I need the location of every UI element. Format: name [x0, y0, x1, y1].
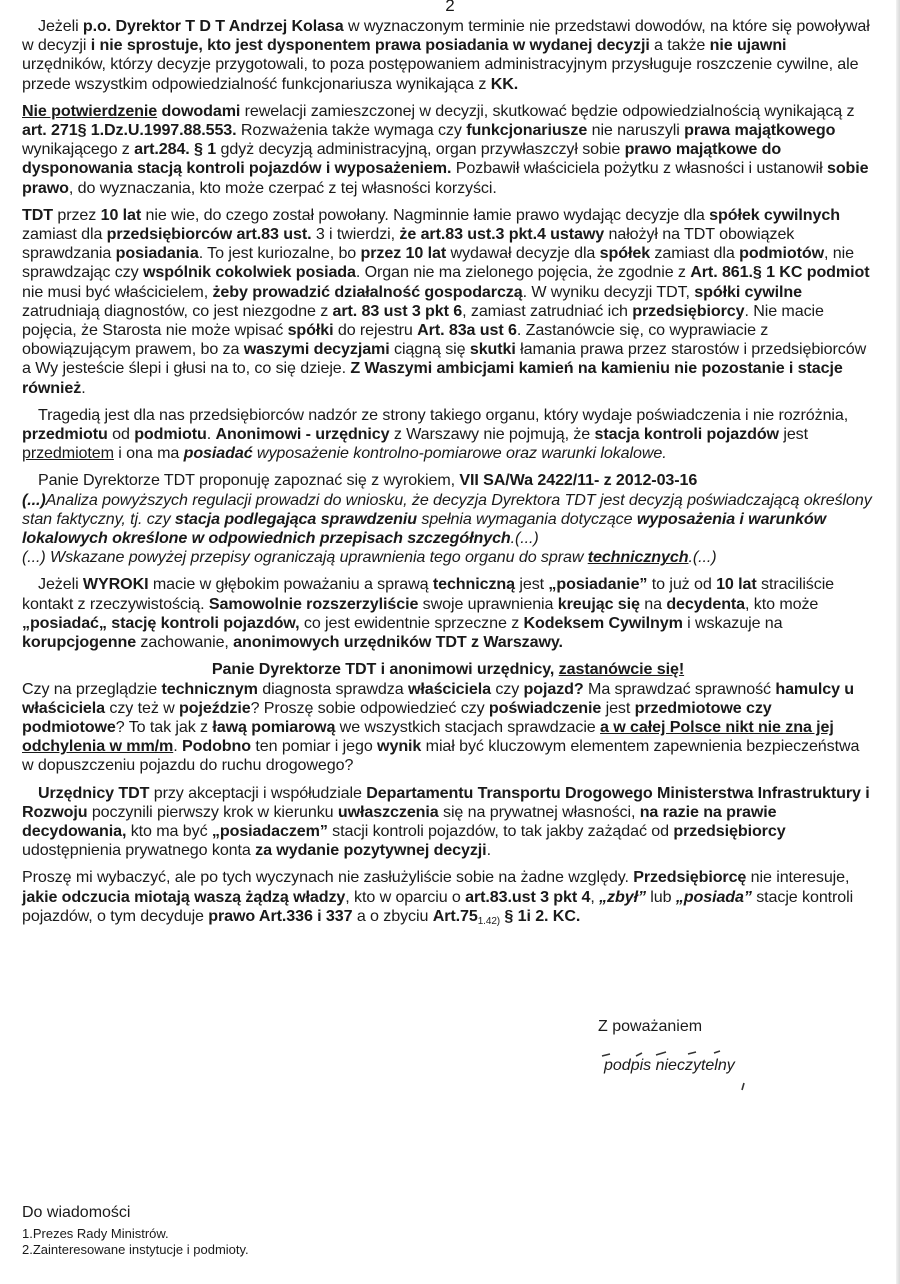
closing-salutation: Z poważaniem — [598, 1018, 703, 1035]
text-run: p.o. Dyrektor T D T Andrzej Kolasa — [82, 17, 344, 35]
text-run: 10 lat — [100, 205, 142, 224]
text-run: spółek — [599, 244, 651, 263]
paragraph — [22, 784, 874, 861]
text-run: § 1i 2. KC. — [500, 906, 581, 925]
text-run: i nie sprostuje, kto jest dysponentem prawa posiadania w wydanej decyzji — [90, 36, 650, 55]
text-run: waszymi decyzjami — [243, 340, 390, 359]
text-run: hamulcy u właściciela — [22, 679, 855, 717]
text-run: . Nie macie pojęcia, że Starosta nie może wpisać — [22, 301, 824, 340]
text-run: i wskazuje na — [682, 613, 783, 632]
text-run: przedmiotu — [22, 425, 108, 444]
letter-body — [22, 17, 874, 939]
distribution-title: Do wiadomości — [22, 1204, 131, 1221]
text-run: Samowolnie rozszerzyliście — [208, 594, 419, 613]
text-run: czy też w — [105, 698, 180, 717]
text-run: diagnosta sprawdza — [257, 679, 408, 698]
text-run: „zbył” — [599, 887, 646, 906]
text-run: , zamiast zatrudniać ich — [462, 301, 633, 320]
text-run: uwłaszczenia — [337, 802, 439, 821]
text-run: , nie sprawdzając czy — [22, 244, 854, 282]
text-run: (...) Wskazane powyżej przepisy ograniczają uprawnienia tego organu do spraw — [22, 548, 588, 567]
text-run: ? Proszę sobie odpowiedzieć czy — [250, 698, 489, 717]
text-run: Proszę mi wybaczyć, ale po tych wyczynach nie zasłużyliście sobie na żadne względy. — [22, 868, 634, 887]
text-run: . — [81, 378, 86, 397]
paragraph — [22, 17, 874, 94]
text-run: za wydanie pozytywnej decyzji — [255, 841, 487, 860]
text-run: wyposażenie kontrolno-pomiarowe oraz warunki lokalowe. — [252, 444, 667, 463]
text-run: stacja podlegająca sprawdzeniu — [174, 509, 417, 528]
text-run: spółki cywilne — [694, 282, 803, 301]
text-run: jest — [778, 425, 809, 444]
text-run: pojeździe — [179, 698, 251, 717]
text-run: „posiadanie” — [548, 575, 648, 594]
text-run: . Zastanówcie się, co wyprawiacie z obowiązującym prawem, bo za — [22, 321, 769, 359]
text-run: przy akceptacji i współudziale — [149, 783, 367, 802]
text-run: .(...) — [688, 548, 717, 567]
text-run: pojazd? — [523, 679, 584, 698]
text-run: na — [639, 594, 667, 613]
text-run: wydawał decyzje dla — [446, 244, 600, 263]
text-run: WYROKI — [82, 575, 149, 594]
text-run: sobie prawo — [22, 159, 869, 197]
text-run: przedsiębiorców art.83 ust. — [106, 225, 312, 244]
text-run: technicznych — [587, 548, 689, 567]
text-run: ? To tak jak z — [115, 717, 213, 736]
text-run: Anonimowi - urzędnicy — [215, 425, 390, 444]
paragraph — [22, 868, 874, 931]
text-run: do rejestru — [333, 321, 418, 340]
text-run: spełnia wymagania dotyczące — [417, 509, 637, 528]
text-run: spółki — [287, 321, 334, 340]
text-run: . To jest kuriozalne, bo — [198, 244, 361, 263]
text-run: nie wie, do czego został powołany. Nagminnie łamie prawo wydając decyzje dla — [141, 205, 710, 224]
text-run: dowodami — [161, 101, 241, 120]
text-run: Kodeksem Cywilnym — [523, 613, 683, 632]
text-run: Podobno — [181, 737, 252, 756]
text-run: prawa majątkowego — [684, 121, 836, 140]
text-run: z Warszawy nie pojmują, że — [389, 425, 595, 444]
text-run: Panie Dyrektorze TDT i anonimowi urzędnicy, — [211, 660, 559, 679]
text-run: techniczną — [432, 575, 516, 594]
text-run: rewelacji zamieszczonej w decyzji, skutkować będzie odpowiedzialnością wynikającą z — [240, 101, 855, 120]
text-run: art.83.ust 3 pkt 4 — [465, 887, 591, 906]
text-run: podmiotów — [739, 244, 825, 263]
distribution-item: 1.Prezes Rady Ministrów. — [22, 1226, 169, 1241]
text-run: . — [173, 737, 182, 756]
text-run: się na prywatnej własności, — [438, 802, 640, 821]
text-run: .(...) — [510, 529, 539, 548]
paragraph — [22, 471, 874, 567]
paragraph — [22, 102, 874, 198]
text-run: że art.83 ust.3 pkt.4 ustawy — [399, 225, 605, 244]
text-run: Tragedią jest dla nas przedsiębiorców nadzór ze strony takiego organu, który wydaje poświadczenia i nie rozróżnia, — [38, 405, 849, 424]
text-run: przedsiębiorcy — [673, 821, 786, 840]
text-run: kreując się — [557, 594, 640, 613]
text-run: nie naruszyli — [587, 121, 685, 140]
text-run: technicznym — [161, 679, 258, 698]
text-run: żeby prowadzić działalność gospodarczą — [212, 282, 523, 301]
text-run: lub — [645, 887, 676, 906]
text-run: zamiast dla — [650, 244, 740, 263]
text-run: miał być kluczowym elementem zapewnienia bezpieczeństwa w dopuszczeniu pojazdu do ruchu drogowego? — [22, 737, 860, 775]
text-run: „posiada” — [675, 887, 752, 906]
text-run: 1.42) — [477, 915, 501, 927]
text-run: nie musi być właścicielem, — [22, 282, 213, 301]
text-run: a w całej Polsce nikt nie zna jej odchylenia w mm/m — [22, 717, 834, 756]
text-run: nie interesuje, — [746, 868, 850, 887]
text-run: funkcjonariusze — [466, 121, 588, 140]
text-run: , do wyznaczania, kto może czerpać z tej własności korzyści. — [68, 178, 497, 197]
text-run: nałożył na TDT obowiązek sprawdzania — [22, 225, 795, 263]
text-run: na razie na prawie decydowania, — [22, 802, 777, 840]
text-run: macie w głębokim poważaniu a sprawą — [148, 575, 433, 594]
text-run: ławą pomiarową — [212, 717, 336, 736]
text-run: Z Waszymi ambicjami kamień na kamieniu nie pozostanie i stacje również — [22, 359, 843, 397]
text-run: art. 271§ 1.Dz.U.1997.88.553. — [22, 121, 237, 140]
text-run: to już od — [647, 575, 717, 594]
text-run: art. 83 ust 3 pkt 6 — [332, 301, 463, 320]
text-run: „posiadaczem” — [211, 821, 328, 840]
text-run: art.284. § 1 — [134, 140, 217, 159]
paragraph — [22, 406, 874, 464]
text-run: Nie potwierdzenie — [22, 101, 158, 120]
text-run: zamiast dla — [22, 225, 107, 244]
text-run: Jeżeli — [38, 17, 83, 35]
text-run: i ona ma — [113, 444, 184, 463]
section-heading — [22, 660, 874, 679]
distribution-item: 2.Zainteresowane instytucje i podmioty. — [22, 1242, 249, 1257]
text-run: ten pomiar i jego — [251, 737, 378, 756]
text-run: korupcjogenne — [22, 633, 137, 652]
text-run: Rozważenia także wymaga czy — [236, 121, 467, 140]
text-run: decydenta — [666, 594, 746, 613]
text-run: stacji kontroli pojazdów, to tak jakby zażądać od — [327, 821, 674, 840]
text-run: jest — [601, 698, 635, 717]
text-run: przedsiębiorcy — [632, 301, 745, 320]
signature-label: podpis nieczytelny — [604, 1057, 735, 1074]
text-run: spółek cywilnych — [709, 205, 840, 224]
text-run: prawo Art.336 i 337 — [208, 906, 353, 925]
text-run: Panie Dyrektorze TDT proponuję zapoznać się z wyrokiem, — [38, 471, 460, 490]
text-run: od — [107, 425, 135, 444]
text-run: kto ma być — [126, 821, 212, 840]
text-run: Ma sprawdzać sprawność — [583, 679, 776, 698]
text-run: urzędników, którzy decyzje przygotowali, to poza postępowaniem administracyjnym przysługuje roszczenie cywilne, ale przede wszystkim odpowiedzialność funkcjonariusza wynikająca z — [22, 55, 859, 93]
text-run: ciągną się — [389, 340, 470, 359]
text-run: przez — [52, 205, 101, 224]
text-run: podmiotu — [134, 425, 207, 444]
text-run: swoje uprawnienia — [418, 594, 558, 613]
text-run: wynik — [377, 737, 422, 756]
text-run: zatrudniają diagnostów, co jest niezgodne z — [22, 301, 333, 320]
page-number: 2 — [445, 0, 455, 15]
text-run: 10 lat — [716, 575, 757, 594]
text-run: , — [590, 887, 600, 906]
text-run: przez 10 lat — [360, 244, 447, 263]
text-run: we wszystkich stacjach sprawdzacie — [335, 717, 601, 736]
text-run: Departamentu Transportu Drogowego Ministerstwa Infrastruktury i Rozwoju — [22, 783, 870, 821]
text-run: a także — [649, 36, 710, 55]
text-run: wyposażenia i warunków lokalowych określone w odpowiednich przepisach szczegółnych — [22, 509, 827, 548]
distribution-list — [22, 1204, 249, 1258]
text-run: jest — [515, 575, 549, 594]
text-run: wynikającego z — [22, 140, 135, 159]
text-run: co jest ewidentnie sprzeczne z — [299, 613, 524, 632]
text-run: posiadania — [115, 244, 199, 263]
text-run: zastanówcie się! — [558, 660, 685, 679]
text-run: w wyznaczonym terminie nie przedstawi dowodów, na które się powoływał w decyzji — [22, 17, 870, 55]
text-run: „posiadać„ stację kontroli pojazdów, — [22, 613, 300, 632]
paragraph — [22, 680, 874, 776]
text-run: Art. 83a ust 6 — [417, 321, 517, 340]
text-run: przedmiotem — [22, 444, 114, 463]
text-run: . Organ nie ma zielonego pojęcia, że zgodnie z — [355, 263, 691, 282]
text-run: stacje kontroli pojazdów, o tym decyduje — [22, 887, 854, 925]
text-run: . — [486, 841, 491, 860]
text-run: , kto w oparciu o — [345, 887, 466, 906]
text-run: właściciela — [407, 679, 491, 698]
text-run: Analiza powyższych regulacji prowadzi do wniosku, że decyzja Dyrektora TDT jest decyzją poświadczającą określony stan faktyczny, tj. czy — [22, 490, 872, 528]
text-run: poczynili pierwszy krok w kierunku — [87, 802, 338, 821]
text-run: skutki — [469, 340, 516, 359]
text-run: KK. — [490, 74, 519, 93]
text-run: Jeżeli — [38, 575, 83, 594]
text-run: przedmiotowe czy podmiotowe — [22, 698, 772, 736]
text-run: , kto może — [745, 594, 819, 613]
scan-edge — [896, 0, 900, 1284]
text-run: Czy na przeglądzie — [22, 679, 162, 698]
text-run: posiadać — [183, 444, 253, 463]
text-run: gdyż decyzją administracyjną, organ przywłaszczył sobie — [216, 140, 625, 159]
text-run: poświadczenie — [488, 698, 602, 717]
text-run: straciliście kontakt z rzeczywistością. — [22, 575, 835, 613]
text-run: . — [206, 425, 216, 444]
text-run: Przedsiębiorcę — [633, 868, 747, 887]
text-run: VII SA/Wa 2422/11- z 2012-03-16 — [459, 471, 698, 490]
text-run: czy — [490, 679, 524, 698]
text-run: 3 i twierdzi, — [311, 225, 400, 244]
text-run: prawo majątkowe do dysponowania stacją kontroli pojazdów i wyposażeniem. — [22, 140, 782, 178]
text-run: Urzędnicy TDT — [38, 783, 150, 802]
text-run: łamania prawa przez starostów i przedsiębiorców a Wy jesteście ślepi i głusi na to, co się dzieje. — [22, 340, 867, 378]
text-run: zachowanie, — [136, 633, 234, 652]
text-run: stacja kontroli pojazdów — [594, 425, 779, 444]
text-run: a o zbyciu — [352, 906, 433, 925]
text-run: TDT — [22, 205, 53, 224]
paragraph — [22, 206, 874, 398]
text-run: jakie odczucia miotają waszą żądzą władzy — [22, 887, 346, 906]
text-run: nie ujawni — [709, 36, 787, 55]
text-run: udostępnienia prywatnego konta — [22, 841, 256, 860]
text-run: Art. 861.§ 1 KC podmiot — [690, 263, 870, 282]
text-run: Pozbawił właściciela pożytku z własności i ustanowił — [451, 159, 827, 178]
text-run: anonimowych urzędników TDT z Warszawy. — [233, 633, 563, 652]
text-run: . W wyniku decyzji TDT, — [522, 282, 695, 301]
text-run: (...) — [22, 490, 46, 509]
text-run: wspólnik cokolwiek posiada — [142, 263, 356, 282]
paragraph — [22, 575, 874, 652]
text-run: Art.75 — [432, 906, 478, 925]
